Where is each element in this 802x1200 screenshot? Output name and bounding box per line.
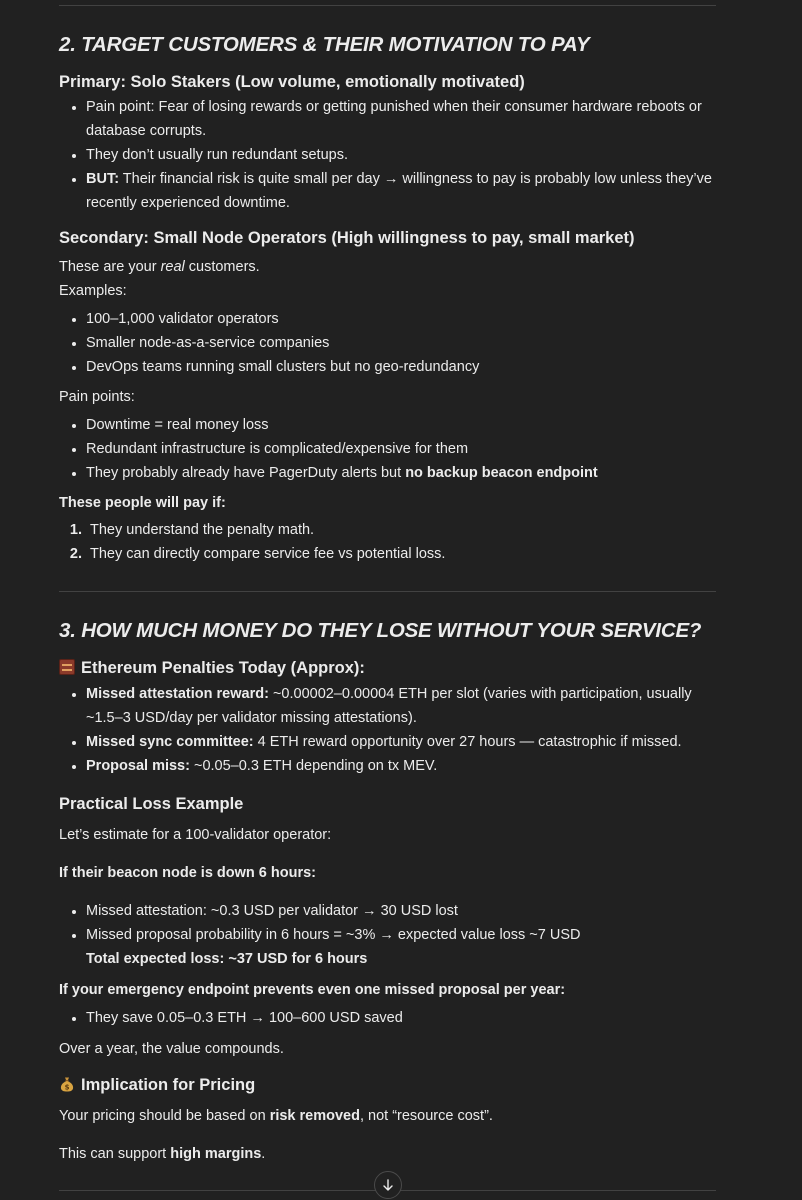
section-3-title: 3. HOW MUCH MONEY DO THEY LOSE WITHOUT YOUR SERVICE?	[59, 619, 702, 642]
list-item-text: ~0.00002–0.00004 ETH per slot (varies with participation, usually ~1.5–3 USD/day per validator missing attestations).	[86, 686, 692, 726]
pain-points-label: Pain points:	[59, 389, 135, 405]
list-item-text: They probably already have PagerDuty alerts but	[86, 465, 406, 481]
list-item: • Smaller node-as-a-service companies	[86, 331, 716, 355]
penalties-list	[59, 682, 716, 778]
arrow-down-icon	[381, 1178, 395, 1192]
pricing-heading	[59, 1076, 716, 1095]
abacus-icon	[59, 659, 75, 675]
list-item	[86, 167, 716, 215]
section-2-title: 2. TARGET CUSTOMERS & THEIR MOTIVATION TO PAY	[59, 33, 590, 56]
svg-text:$: $	[64, 1083, 70, 1092]
intro-text: These are your	[59, 259, 161, 275]
pricing-line-2	[59, 1142, 716, 1166]
penalties-heading	[59, 659, 716, 678]
pay-label-text: These people will pay if:	[59, 495, 226, 511]
list-item-text: ~0.05–0.3 ETH depending on tx MEV.	[189, 758, 438, 774]
list-item-text: They don’t usually run redundant setups.	[86, 147, 348, 163]
list-item-text: Missed proposal probability in 6 hours = ~3% → expected value loss ~7 USD	[86, 927, 581, 943]
down-list	[59, 899, 716, 971]
emergency-label	[59, 978, 716, 1002]
pricing-bold: high margins	[170, 1146, 262, 1162]
chat-message-content	[59, 0, 716, 1191]
primary-list	[59, 95, 716, 215]
examples-label: Examples:	[59, 283, 127, 299]
money-bag-icon	[59, 1076, 75, 1092]
list-item	[86, 730, 716, 754]
list-item-bold: Proposal miss:	[86, 758, 190, 774]
pricing-bold: risk removed	[269, 1108, 360, 1124]
pricing-text: .	[261, 1146, 266, 1162]
example-intro: Let’s estimate for a 100-validator operator:	[59, 827, 332, 843]
list-item: • Missed attestation: ~0.3 USD per validator → 30 USD lost	[86, 899, 716, 923]
primary-heading: Primary: Solo Stakers (Low volume, emotionally motivated)	[59, 73, 525, 91]
pricing-text: This can support	[59, 1146, 171, 1162]
list-item-bold: Missed attestation reward:	[86, 686, 269, 702]
down-label	[59, 861, 716, 885]
secondary-heading: Secondary: Small Node Operators (High willingness to pay, small market)	[59, 229, 635, 247]
list-item: • They save 0.05–0.3 ETH → 100–600 USD saved	[86, 1006, 716, 1030]
pricing-text: Your pricing should be based on	[59, 1108, 270, 1124]
pay-label	[59, 491, 716, 515]
scroll-to-bottom-button[interactable]	[374, 1171, 402, 1199]
list-item: • DevOps teams running small clusters but no geo-redundancy	[86, 355, 716, 379]
list-item-text: Their financial risk is quite small per day → willingness to pay is probably low unless they’ve recently experienced downtime.	[86, 171, 712, 211]
down-label-text: If their beacon node is down 6 hours:	[59, 865, 316, 881]
list-item: • 100–1,000 validator operators	[86, 307, 716, 331]
divider-middle	[59, 591, 716, 592]
list-item-bold: BUT:	[86, 171, 120, 187]
list-item: • Downtime = real money loss	[86, 413, 716, 437]
list-item: 1. They understand the penalty math.	[86, 518, 716, 542]
list-item	[86, 682, 716, 730]
intro-text: customers.	[184, 259, 260, 275]
list-item: 2. They can directly compare service fee vs potential loss.	[86, 542, 716, 566]
list-item-bold: no backup beacon endpoint	[405, 465, 598, 481]
emergency-list	[59, 1006, 716, 1030]
list-item	[86, 923, 716, 971]
pricing-text: , not “resource cost”.	[359, 1108, 493, 1124]
list-item-bold: Missed sync committee:	[86, 734, 254, 750]
list-item-text: Pain point: Fear of losing rewards or getting punished when their consumer hardware reboots or database corrupts.	[86, 99, 702, 139]
divider-top	[59, 5, 716, 6]
pay-list	[59, 518, 716, 566]
list-item: • Redundant infrastructure is complicated/expensive for them	[86, 437, 716, 461]
list-item	[86, 461, 716, 485]
example-heading: Practical Loss Example	[59, 795, 244, 813]
list-item-text: 4 ETH reward opportunity over 27 hours — catastrophic if missed.	[253, 734, 682, 750]
emergency-label-text: If your emergency endpoint prevents even one missed proposal per year:	[59, 982, 566, 998]
compound-text: Over a year, the value compounds.	[59, 1041, 284, 1057]
examples-list	[59, 307, 716, 379]
pain-points-list	[59, 413, 716, 485]
secondary-intro	[59, 255, 716, 279]
pricing-heading-text: Implication for Pricing	[81, 1076, 256, 1094]
list-item	[86, 143, 716, 167]
penalties-heading-text: Ethereum Penalties Today (Approx):	[81, 659, 365, 677]
total-loss-text: Total expected loss: ~37 USD for 6 hours	[86, 951, 368, 967]
pricing-line-1	[59, 1104, 716, 1128]
list-item	[86, 754, 716, 778]
intro-emphasis: real	[160, 259, 185, 275]
list-item	[86, 95, 716, 143]
